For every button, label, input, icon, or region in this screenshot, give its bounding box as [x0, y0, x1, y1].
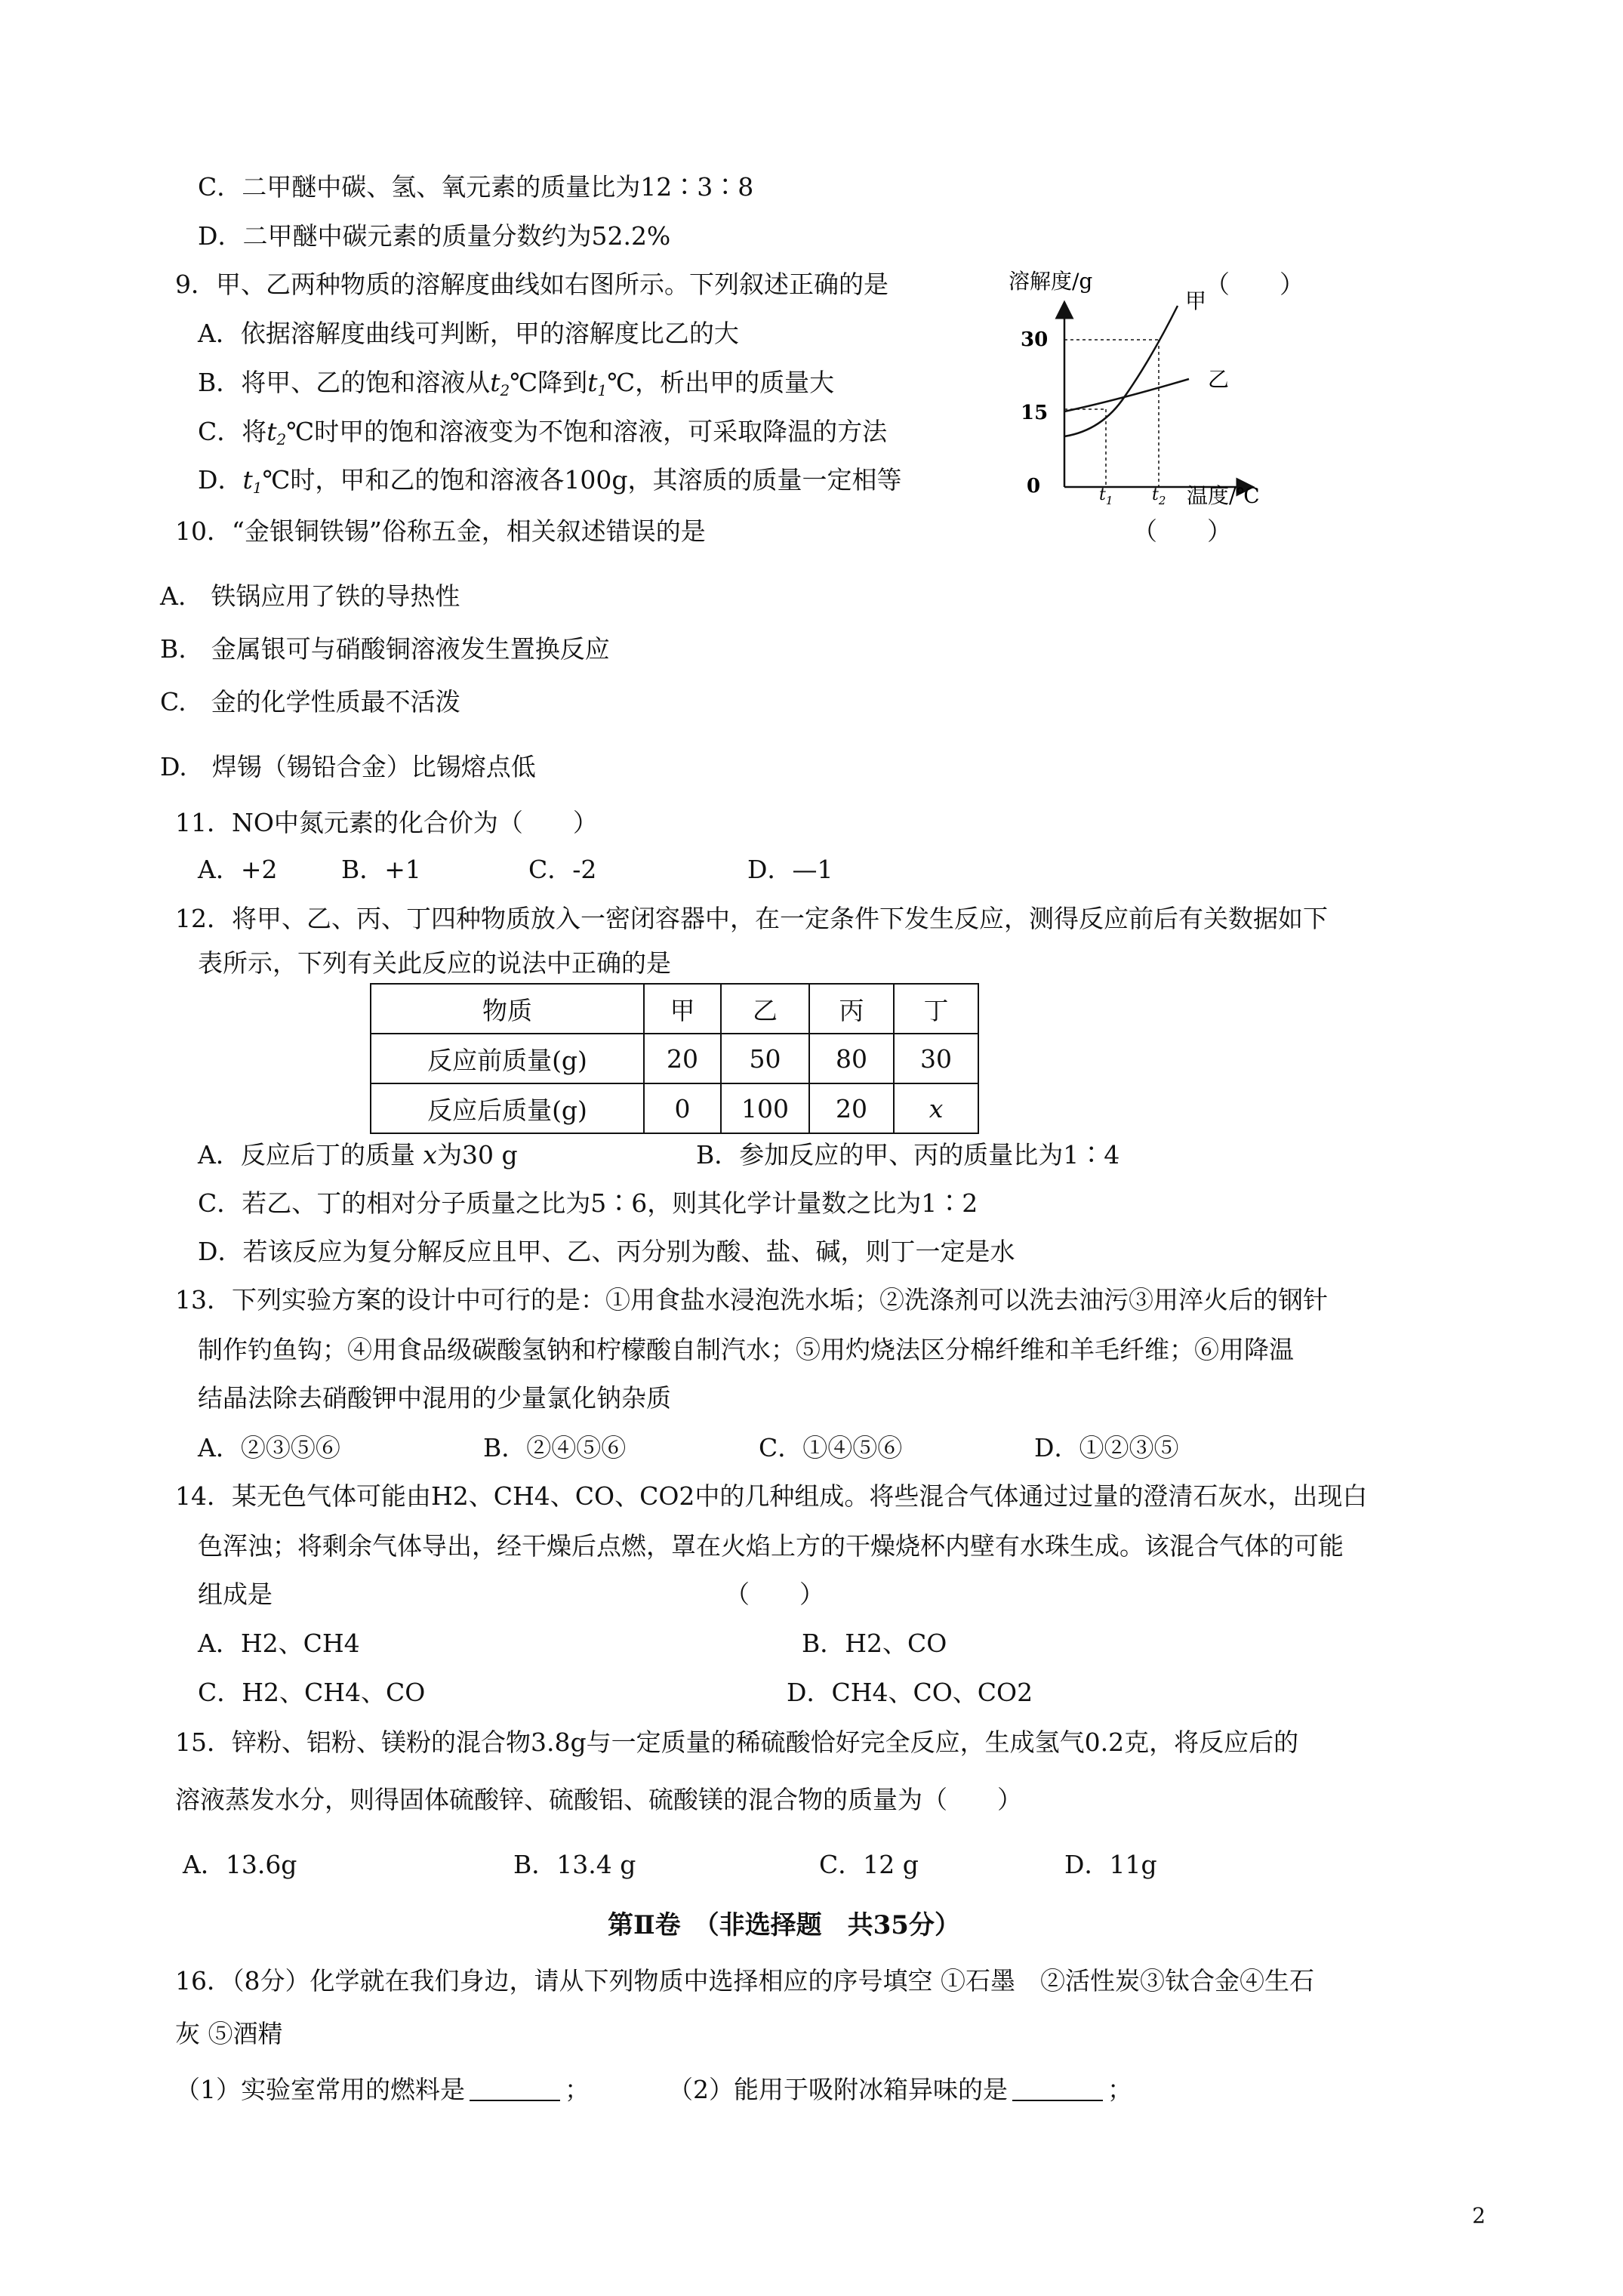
table-cell: 丙: [809, 984, 894, 1034]
page-number: 2: [1472, 2203, 1486, 2228]
q11-option-c: C．-2: [528, 855, 597, 884]
table-header-row: [371, 984, 978, 1034]
q11-option-b: B．+1: [341, 855, 421, 884]
q13-stem-line1: 13．下列实验方案的设计中可行的是：①用食盐水浸泡洗水垢；②洗涤剂可以洗去油污③用淬火后的钢针: [175, 1285, 1328, 1314]
q13-option-c: C．①④⑤⑥: [759, 1433, 903, 1462]
q16-part1: （1）实验室常用的燃料是 ；: [175, 2075, 590, 2104]
q8-option-c: C．二甲醚中碳、氢、氧元素的质量比为12∶3∶8: [198, 172, 754, 202]
table-cell: 20: [809, 1083, 894, 1133]
table-cell: 甲: [644, 984, 721, 1034]
q11-option-a: A．+2: [198, 855, 278, 884]
q9-option-d: D．$t_1℃$时，甲和乙的饱和溶液各100g，其溶质的质量一定相等: [198, 465, 902, 497]
table-cell: 30: [894, 1034, 978, 1083]
table-cell: 100: [721, 1083, 809, 1133]
table-cell: x: [894, 1083, 978, 1133]
q12-option-d: D．若该反应为复分解反应且甲、乙、丙分别为酸、盐、碱，则丁一定是水: [198, 1237, 1015, 1266]
table-cell: 物质: [371, 984, 644, 1034]
answer-blank[interactable]: [1012, 2077, 1103, 2101]
q14-option-b: B．H2、CO: [802, 1629, 947, 1658]
q9-option-b: B．将甲、乙的饱和溶液从$t_2℃$降到$t_1℃$，析出甲的质量大: [198, 368, 835, 399]
q12-stem-line1: 12．将甲、乙、丙、丁四种物质放入一密闭容器中，在一定条件下发生反应，测得反应前后有关数据如下: [175, 904, 1328, 933]
q10-stem: 10．“金银铜铁锡”俗称五金，相关叙述错误的是: [175, 516, 706, 546]
table-cell: 反应前质量(g): [371, 1034, 644, 1083]
section-heading: 第Ⅱ卷 （非选择题 共35分）: [608, 1910, 960, 1940]
table-cell: 0: [644, 1083, 721, 1133]
graph-tick-15: 15: [1021, 402, 1049, 424]
graph-tick-30: 30: [1021, 328, 1049, 351]
table-cell: 80: [809, 1034, 894, 1083]
graph-origin: 0: [1027, 475, 1041, 498]
table-cell: 乙: [721, 984, 809, 1034]
q14-option-a: A．H2、CH4: [198, 1629, 360, 1658]
graph-xlabel: 温度/℃: [1187, 483, 1260, 508]
q15-option-c: C．12 g: [819, 1850, 919, 1879]
q9-option-a: A．依据溶解度曲线可判断，甲的溶解度比乙的大: [198, 319, 739, 348]
graph-label-yi: 乙: [1208, 367, 1230, 392]
q16-stem-line1: 16．（8分）化学就在我们身边，请从下列物质中选择相应的序号填空 ①石墨 ②活性炭③钛合金④生石: [175, 1966, 1314, 1996]
q16-stem-line2: 灰 ⑤酒精: [175, 2019, 283, 2048]
answer-blank[interactable]: [470, 2077, 560, 2101]
q12-data-table: [370, 983, 979, 1134]
q15-option-d: D．11g: [1064, 1850, 1157, 1879]
q14-option-c: C．H2、CH4、CO: [198, 1678, 426, 1707]
q10-option-a: A. 铁锅应用了铁的导热性: [160, 581, 460, 611]
graph-ylabel: 溶解度/g: [1009, 269, 1093, 294]
q12-option-b: B．参加反应的甲、丙的质量比为1∶4: [696, 1140, 1120, 1170]
q15-stem-line1: 15．锌粉、铝粉、镁粉的混合物3.8g与一定质量的稀硫酸恰好完全反应，生成氢气0.2克，将反应后的: [175, 1727, 1299, 1757]
solubility-graph: [1004, 257, 1306, 513]
q9-answer-paren: （ ）: [1205, 270, 1304, 299]
q14-option-d: D．CH4、CO、CO2: [787, 1678, 1033, 1707]
q13-option-d: D．①②③⑤: [1034, 1433, 1179, 1462]
q8-option-d: D．二甲醚中碳元素的质量分数约为52.2%: [198, 221, 671, 251]
q13-option-a: A．②③⑤⑥: [198, 1433, 340, 1462]
q13-stem-line2: 制作钓鱼钩；④用食品级碳酸氢钠和柠檬酸自制汽水；⑤用灼烧法区分棉纤维和羊毛纤维；⑥用降温: [198, 1335, 1294, 1364]
q14-stem-line3: 组成是: [198, 1579, 273, 1609]
q12-option-c: C．若乙、丁的相对分子质量之比为5∶6，则其化学计量数之比为1∶2: [198, 1188, 978, 1218]
q11-stem: 11．NO中氮元素的化合价为（ ）: [175, 808, 598, 837]
table-cell: 20: [644, 1034, 721, 1083]
q14-stem-line2: 色浑浊；将剩余气体导出，经干燥后点燃，罩在火焰上方的干燥烧杯内壁有水珠生成。该混合气体的可能: [198, 1531, 1344, 1561]
q9-option-c: C．将$t_2℃$时甲的饱和溶液变为不饱和溶液，可采取降温的方法: [198, 417, 888, 448]
q12-stem-line2: 表所示，下列有关此反应的说法中正确的是: [198, 948, 671, 978]
q10-option-d: D. 焊锡（锡铅合金）比锡熔点低: [160, 752, 536, 781]
graph-curve-jia: [1064, 306, 1178, 436]
q10-option-b: B. 金属银可与硝酸铜溶液发生置换反应: [160, 634, 610, 664]
table-cell: 反应后质量(g): [371, 1083, 644, 1133]
graph-t2-label: $t_2$: [1152, 485, 1166, 507]
q11-option-d: D．—1: [747, 855, 833, 884]
q16-part2: （2）能用于吸附冰箱异味的是 ；: [668, 2075, 1132, 2104]
graph-t1-label: $t_1$: [1099, 485, 1113, 507]
table-row: [371, 1034, 978, 1083]
q13-option-b: B．②④⑤⑥: [483, 1433, 627, 1462]
q13-stem-line3: 结晶法除去硝酸钾中混用的少量氯化钠杂质: [198, 1383, 671, 1413]
q14-stem-line1: 14．某无色气体可能由H2、CH4、CO、CO2中的几种组成。将些混合气体通过过量的澄清石灰水，出现白: [175, 1481, 1368, 1511]
q10-answer-paren: （ ）: [1132, 516, 1232, 546]
q12-option-a: A．反应后丁的质量 x为30 g: [198, 1140, 518, 1170]
graph-label-jia: 甲: [1185, 288, 1207, 313]
q10-option-c: C. 金的化学性质最不活泼: [160, 687, 460, 717]
q15-option-a: A．13.6g: [183, 1850, 297, 1879]
q9-stem: 9．甲、乙两种物质的溶解度曲线如右图所示。下列叙述正确的是: [175, 270, 888, 299]
table-cell: 丁: [894, 984, 978, 1034]
q14-answer-paren: （ ）: [725, 1579, 824, 1609]
q15-stem-line2: 溶液蒸发水分，则得固体硫酸锌、硫酸铝、硫酸镁的混合物的质量为（ ）: [175, 1785, 1022, 1814]
q15-option-b: B．13.4 g: [513, 1850, 636, 1879]
table-cell: 50: [721, 1034, 809, 1083]
table-row: [371, 1083, 978, 1133]
